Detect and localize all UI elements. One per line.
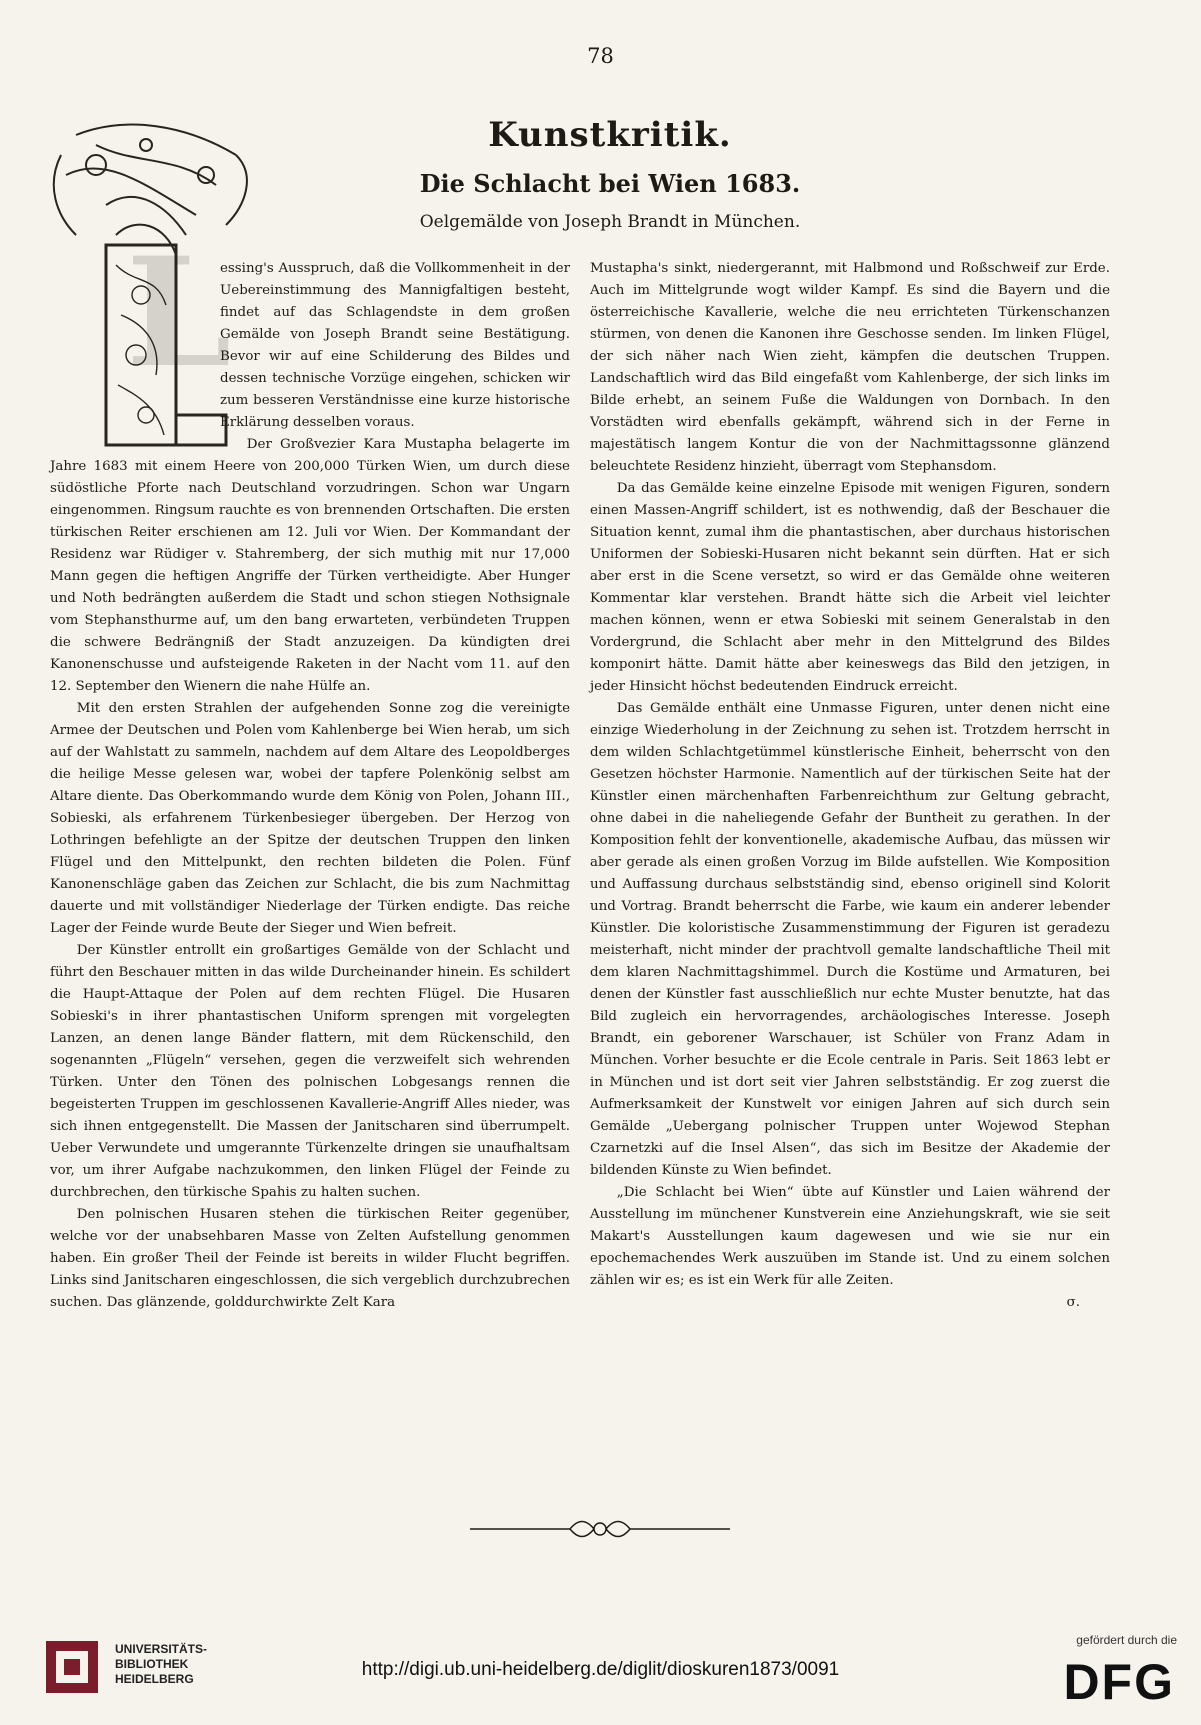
funding-label: gefördert durch die — [1076, 1633, 1177, 1647]
paragraph: Das Gemälde enthält eine Unmasse Figuren, unter denen nicht eine einzige Wiederholung in der Zeichnung zu sehen ist. Trotzdem herrscht in dem wilden Schlachtgetümmel künstlerische Einheit, beherrscht von den Gesetzen höchster Harmonie. Namentlich auf der türkischen Seite hat der Künstler einen märchenhaften Farbenreichthum zur Geltung gebracht, ohne dabei in die naheliegende Gefahr der Buntheit zu gerathen. In der Komposition fehlt der konventionelle, akademische Aufbau, das müssen wir aber gerade als einen großen Vorzug im Bilde aufstellen. Wie Komposition und Auffassung durchaus selbstständig sind, ebenso originell sind Kolorit und Vortrag. Brandt beherrscht die Farbe, wie kaum ein anderer lebender Künstler. Die koloristische Zusammenstimmung der Figuren ist geradezu meisterhaft, nicht minder der prachtvoll gemalte landschaftliche Theil mit dem klaren Nachmittagshimmel. Durch die Kostüme und Armaturen, bei denen der Künstler fast ausschließlich nur echte Muster benutzte, hat das Bild zugleich ein hervorragendes, archäologisches Interesse. Joseph Brandt, ein geborener Warschauer, ist Schüler von Franz Adam in München. Vorher besuchte er die Ecole centrale in Paris. Seit 1863 lebt er in München und ist dort seit vier Jahren selbstständig. Er zog zuerst die Aufmerksamkeit der Kunstwelt vor einigen Jahren auf sich durch sein Gemälde „Uebergang polnischer Truppen unter Wojewod Stephan Czarnetzki auf die Insel Alsen“, das sich im Besitze der Akademie der bildenden Künste zu Wien befindet. — [590, 701, 1110, 1178]
paragraph: Mit den ersten Strahlen der aufgehenden Sonne zog die vereinigte Armee der Deutschen und Polen vom Kahlenberge bei Wien herab, um sich auf der Wahlstatt zu sammeln, nachdem auf dem Altare des Leopoldberges die heilige Messe gelesen war, wobei der tapfere Polenkönig selbst am Altare diente. Das Oberkommando wurde dem König von Polen, Johann III., Sobieski, als erfahrenem Türkenbesieger übergeben. Der Herzog von Lothringen befehligte an der Spitze der deutschen Truppen den linken Flügel und den Mittelpunkt, den rechten bildeten die Polen. Fünf Kanonenschläge gaben das Zeichen zur Schlacht, die bis zum Nachmittag dauerte und mit vollständiger Niederlage der Türken endigte. Das reiche Lager der Feinde wurde Beute der Sieger und Wien befreit. — [50, 701, 570, 936]
paragraph: essing's Ausspruch, daß die Vollkommenheit in der Uebereinstimmung des Mannigfaltigen besteht, findet auf das Schlagendste in dem großen Gemälde von Joseph Brandt seine Bestätigung. Bevor wir auf eine Schilderung des Bildes und dessen technische Vorzüge eingehen, schicken wir zum besseren Verständnisse eine kurze historische Erklärung desselben voraus. — [220, 261, 570, 430]
page-number: 78 — [587, 44, 614, 68]
footer — [0, 1615, 1201, 1725]
initial-spacer — [50, 258, 220, 448]
paragraph: Mustapha's sinkt, niedergerannt, mit Halbmond und Roßschweif zur Erde. Auch im Mittelgrunde wogt wilder Kampf. Es sind die Bayern und die österreichische Kavallerie, welche die neu errichteten Türkenschanzen stürmen, von denen die Kanonen ihre Geschosse senden. Im linken Flügel, der sich näher nach Wien zieht, kämpfen die deutschen Truppen. Landschaftlich wird das Bild eingefaßt vom Kahlenberge, der sich links im Bilde erhebt, an seinem Fuße die Waldungen von Dornbach. In den Vorstädten wird ebenfalls gekämpft, während sich in der Ferne in majestätisch langem Kontur die von der Nachmittagssonne glänzend beleuchtete Residenz hinzieht, überragt vom Stephansdom. — [590, 261, 1110, 474]
article-byline: Oelgemälde von Joseph Brandt in München. — [419, 212, 801, 232]
institution-name: UNIVERSITÄTS- BIBLIOTHEK HEIDELBERG — [115, 1642, 208, 1686]
paragraph: Der Großvezier Kara Mustapha belagerte im Jahre 1683 mit einem Heere von 200,000 Türken Wien, um durch diese südöstliche Pforte nach Deutschland vorzudringen. Schon war Ungarn eingenommen. Ringsum rauchte es von brennenden Ortschaften. Die ersten türkischen Reiter erschienen am 12. Juli vor Wien. Der Kommandant der Residenz war Rüdiger v. Stahremberg, der sich muthig mit nur 17,000 Mann gegen die heftigen Angriffe der Türken vertheidigte. Aber Hunger und Noth bedrängten außerdem die Stadt und schon stiegen Nothsignale vom Stephansthurme auf, um den bang erwarteten, verbündeten Truppen die schwere Bedrängniß der Stadt anzuzeigen. Da kündigten drei Kanonenschusse und aufsteigende Raketen in der Nacht vom 11. auf den 12. September den Wienern die nahe Hülfe an. — [50, 437, 570, 694]
right-column — [590, 258, 1110, 1314]
article-section-title: Kunstkritik. — [488, 115, 732, 155]
left-column — [50, 258, 570, 1314]
paragraph: Der Künstler entrollt ein großartiges Gemälde von der Schlacht und führt den Beschauer mitten in das wilde Durcheinander hinein. Es schildert die Haupt-Attaque der Polen auf dem rechten Flügel. Die Husaren Sobieski's in ihrer phantastischen Uniform sprengen mit vorgelegten Lanzen, an denen lange Bänder flattern, mit dem Rückenschild, den sogenannten „Flügeln“ versehen, gegen die verzweifelt sich wehrenden Türken. Unter den Tönen des polnischen Lobgesangs rennen die begeisterten Truppen im geschlossenen Kavallerie-Angriff Alles nieder, was sich ihnen entgegenstellt. Die Massen der Janitscharen sind überrumpelt. Ueber Verwundete und umgerannte Türkenzelte dringen sie unaufhaltsam vor, um ihrer Aufgabe nachzukommen, den linken Flügel der Feinde zu durchbrechen, den türkische Spahis zu halten suchen. — [50, 943, 570, 1200]
source-url-link[interactable]: http://digi.ub.uni-heidelberg.de/diglit/dioskuren1873/0091 — [361, 1659, 840, 1680]
article-title: Die Schlacht bei Wien 1683. — [419, 169, 801, 198]
dfg-logo: DFG — [1063, 1654, 1175, 1710]
paragraph: Den polnischen Husaren stehen die türkischen Reiter gegenüber, welche vor der unabsehbaren Masse von Zelten Aufstellung genommen haben. Ein großer Theil der Feinde ist bereits in wilder Flucht begriffen. Links sind Janitscharen eingeschlossen, die sich vergeblich durchzubrechen suchen. Das glänzende, golddurchwirkte Zelt Kara — [50, 1207, 570, 1310]
ornament-divider — [460, 1514, 740, 1544]
paragraph: Da das Gemälde keine einzelne Episode mit wenigen Figuren, sondern einen Massen-Angriff schildert, ist es nothwendig, daß der Beschauer die Situation kennt, zumal ihm die phantastischen, aber durchaus historischen Uniformen der Sobieski-Husaren nicht bekannt sein dürften. Hat er sich aber erst in die Scene versetzt, so wird er das Gemälde ohne weiteren Kommentar klar verstehen. Brandt hätte sich die Arbeit viel leichter machen können, wenn er etwa Sobieski mit seinem Generalstab in den Vordergrund, die Schlacht aber mehr in den Mittelgrund des Bildes komponirt hätte. Damit hätte aber keineswegs das Bild den jetzigen, in jeder Hinsicht höchst bedeutenden Eindruck erreicht. — [590, 481, 1110, 694]
author-signature: σ. — [1066, 1295, 1080, 1310]
paragraph: „Die Schlacht bei Wien“ übte auf Künstler und Laien während der Ausstellung im münchener Kunstverein eine Anziehungskraft, wie sie seit Makart's Ausstellungen kaum dagewesen und wie sie nur ein epochemachendes Werk auszuüben im Stande ist. Und zu einem solchen zählen wir es; es ist ein Werk für alle Zeiten. — [590, 1185, 1110, 1288]
initial-letter: L — [126, 225, 232, 401]
